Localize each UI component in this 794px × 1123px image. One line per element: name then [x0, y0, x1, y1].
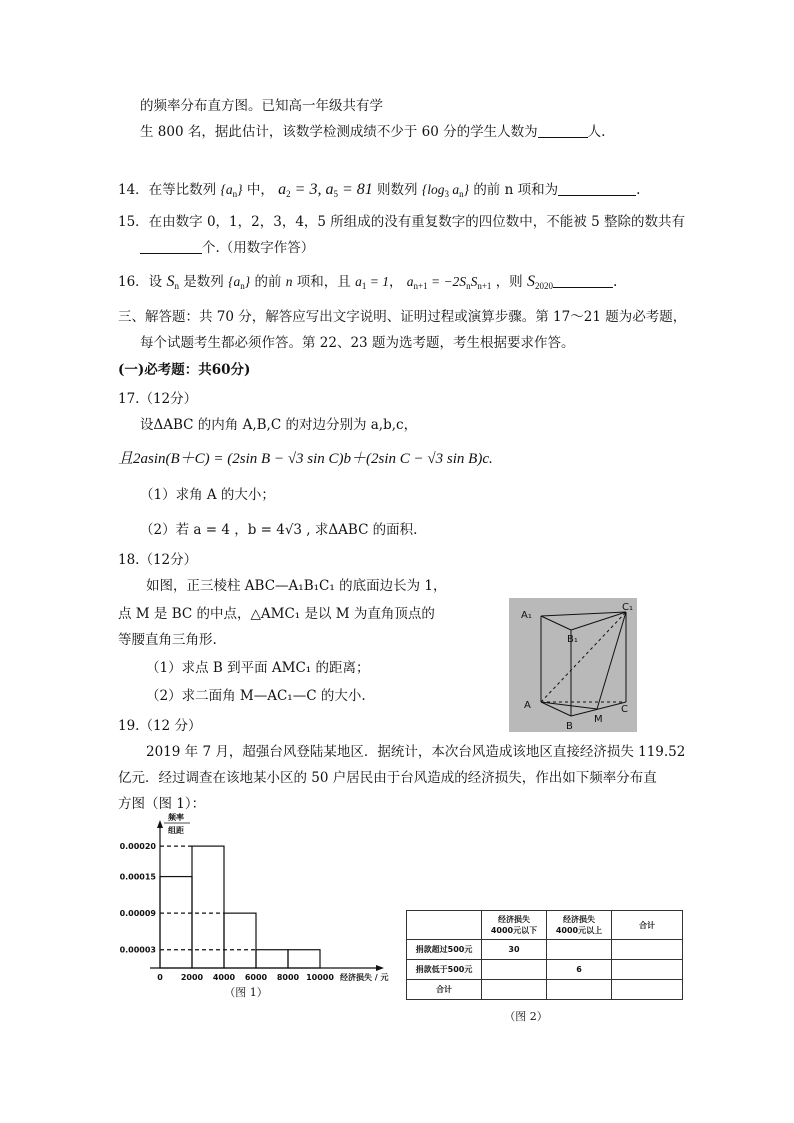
histogram-chart	[108, 812, 408, 1006]
table-cell	[612, 960, 683, 980]
text-line: 的频率分布直方图。已知高一年级共有学	[140, 98, 383, 114]
question-18-text: 如图，正三棱柱 ABC—A₁B₁C₁ 的底面边长为 1，	[146, 578, 447, 594]
x-tick-label: 8000	[276, 973, 300, 982]
histogram-bar	[224, 913, 256, 968]
x-tick-label: 4000	[212, 973, 236, 982]
math-expr: $a_1 = 1$	[355, 274, 389, 291]
math-expr: $\{a_n\}$	[228, 274, 251, 291]
table-cell: 6	[547, 960, 612, 980]
text-span: ，	[388, 274, 403, 290]
label-b: B	[566, 721, 573, 732]
table-cell: 捐款超过500元	[407, 940, 482, 960]
question-15: 15．在由数字 0，1，2，3，4，5 所组成的没有重复数字的四位数中，不能被 5 整除的数共有	[118, 214, 685, 230]
label-a: A	[524, 700, 531, 711]
answer-blank[interactable]	[538, 137, 588, 138]
table-cell: 合计	[407, 980, 482, 1000]
math-expr: $\{a_n\}$	[220, 182, 243, 199]
subsection-heading: (一)必考题：共60分)	[118, 362, 251, 378]
table-cell	[612, 980, 683, 1000]
x-tick-label: 2000	[180, 973, 204, 982]
table-row	[407, 980, 683, 1000]
table-cell	[612, 940, 683, 960]
question-19-text: 亿元．经过调查在该地某小区的 50 户居民由于台风造成的经济损失，作出如下频率分布直	[118, 770, 657, 786]
math-expr: {$\log_3$ $a_n$}	[421, 182, 470, 199]
histogram-bar	[160, 877, 192, 968]
text-span: 中，	[246, 182, 274, 198]
contingency-table-grid	[406, 910, 683, 1000]
contingency-table	[406, 910, 683, 1024]
math-expr: n	[285, 274, 293, 289]
table-cell: 经济损失 4000元以下	[482, 911, 547, 940]
y-axis-label-top: 频率	[168, 813, 184, 822]
text-span: 的前 n 项和为	[473, 182, 559, 198]
text-span: 16．设	[118, 274, 163, 290]
question-18-text: 等腰直角三角形.	[118, 632, 217, 648]
edge-a1b1	[541, 616, 571, 630]
table-caption: （图 2）	[504, 1010, 548, 1023]
label-c: C	[621, 704, 628, 715]
y-tick-label: 0.00009	[119, 909, 156, 919]
text-span: 生 800 名，据此估计，该数学检测成绩不少于 60 分的学生人数为	[140, 124, 538, 140]
question-18-part2: （2）求二面角 M—AC₁—C 的大小.	[146, 688, 366, 704]
section-heading: 三、解答题：共 70 分，解答应写出文字说明、证明过程或演算步骤。第 17～21 题为必考题，	[118, 309, 687, 325]
table-cell	[482, 960, 547, 980]
text-span: 项和，且	[296, 274, 351, 290]
question-15-cont	[140, 238, 314, 258]
text-span: 人.	[587, 124, 606, 140]
label-m: M	[594, 714, 603, 725]
text-span: 14．在等比数列	[118, 182, 217, 198]
question-17-equation: 且2asin(B＋C) = (2sin B − √3 sin C)b＋(2sin C − √3 sin B)c.	[118, 451, 493, 467]
table-row	[407, 940, 683, 960]
x-axis-label: 经济损失 / 元	[340, 973, 389, 982]
math-expr: $S_n$	[166, 273, 179, 291]
question-16: 16．设 $S_n$ 是数列 $\{a_n\}$ 的前 n 项和，且 $a_1 = 1$， $a_{n+1} = -2S_nS_{n+1}$ ，则 $S_{2020}$ .	[118, 273, 618, 291]
histogram-bar	[256, 950, 288, 968]
table-cell: 30	[482, 940, 547, 960]
histogram-caption: （图 1）	[224, 986, 268, 999]
prism-figure	[509, 598, 637, 732]
answer-blank[interactable]	[553, 287, 613, 288]
table-cell	[547, 980, 612, 1000]
answer-blank[interactable]	[140, 253, 202, 254]
section-heading-cont: 每个试题考生都必须作答。第 22、23 题为选考题，考生根据要求作答。	[140, 335, 575, 351]
question-17-text: 设ΔABC 的内角 A,B,C 的对边分别为 a,b,c，	[140, 417, 418, 433]
x-axis-arrow	[376, 965, 384, 971]
x-tick-label: 10000	[306, 973, 334, 982]
text-line	[140, 122, 605, 142]
text-span: ，则	[495, 274, 523, 290]
edge-a1c1	[541, 612, 626, 616]
table-cell	[547, 940, 612, 960]
histogram-bar	[288, 950, 320, 968]
table-cell: 捐款低于500元	[407, 960, 482, 980]
question-17-part2: （2）若 a = 4 ，b = 4√3 , 求ΔABC 的面积.	[140, 522, 418, 538]
y-axis-arrow	[157, 820, 163, 828]
text-span: 则数列	[377, 182, 418, 198]
question-18: 18.（12分）	[118, 552, 198, 568]
question-14: 14．在等比数列 $\{a_n\}$ 中， $a_2 = 3$, $a_5 = 81$ 则数列 {$\log_3$ $a_n$} 的前 n 项和为 .	[118, 181, 641, 199]
question-18-part1: （1）求点 B 到平面 AMC₁ 的距离；	[146, 660, 370, 676]
question-19: 19.（12 分）	[118, 718, 202, 734]
label-b1: B₁	[567, 634, 578, 645]
table-cell	[407, 911, 482, 940]
question-17: 17.（12分）	[118, 391, 198, 407]
x-tick-label: 6000	[244, 973, 268, 982]
y-tick-label: 0.00020	[119, 842, 156, 852]
question-19-text: 2019 年 7 月，超强台风登陆某地区．据统计，本次台风造成该地区直接经济损失 119.52	[146, 744, 686, 760]
table-cell	[482, 980, 547, 1000]
label-c1: C₁	[622, 602, 633, 613]
math-expr: $a_{n+1} = -2S_nS_{n+1}$	[406, 274, 492, 291]
y-axis-label-bottom: 组距	[168, 826, 184, 835]
histogram-svg	[108, 812, 408, 1002]
table-row	[407, 960, 683, 980]
question-18-text: 点 M 是 BC 的中点，△AMC₁ 是以 M 为直角顶点的	[118, 606, 435, 622]
label-a1: A₁	[521, 610, 532, 621]
question-17-part1: （1）求角 A 的大小；	[140, 487, 275, 503]
table-cell: 合计	[612, 911, 683, 940]
text-span: 是数列	[183, 274, 224, 290]
math-expr: $a_2 = 3$, $a_5 = 81$	[278, 181, 373, 199]
text-span: 的前	[254, 274, 282, 290]
table-row	[407, 911, 683, 940]
text-span: 个.（用数字作答）	[202, 240, 315, 256]
math-expr: $S_{2020}$	[526, 273, 553, 291]
segment-mc1	[597, 612, 626, 709]
table-cell: 经济损失 4000元以上	[547, 911, 612, 940]
answer-blank[interactable]	[558, 195, 636, 196]
question-19-text: 方图（图 1）：	[118, 796, 206, 812]
y-tick-label: 0.00015	[119, 872, 156, 882]
x-tick-label: 0	[157, 973, 163, 982]
y-tick-label: 0.00003	[119, 945, 156, 955]
prism-svg	[509, 598, 637, 732]
